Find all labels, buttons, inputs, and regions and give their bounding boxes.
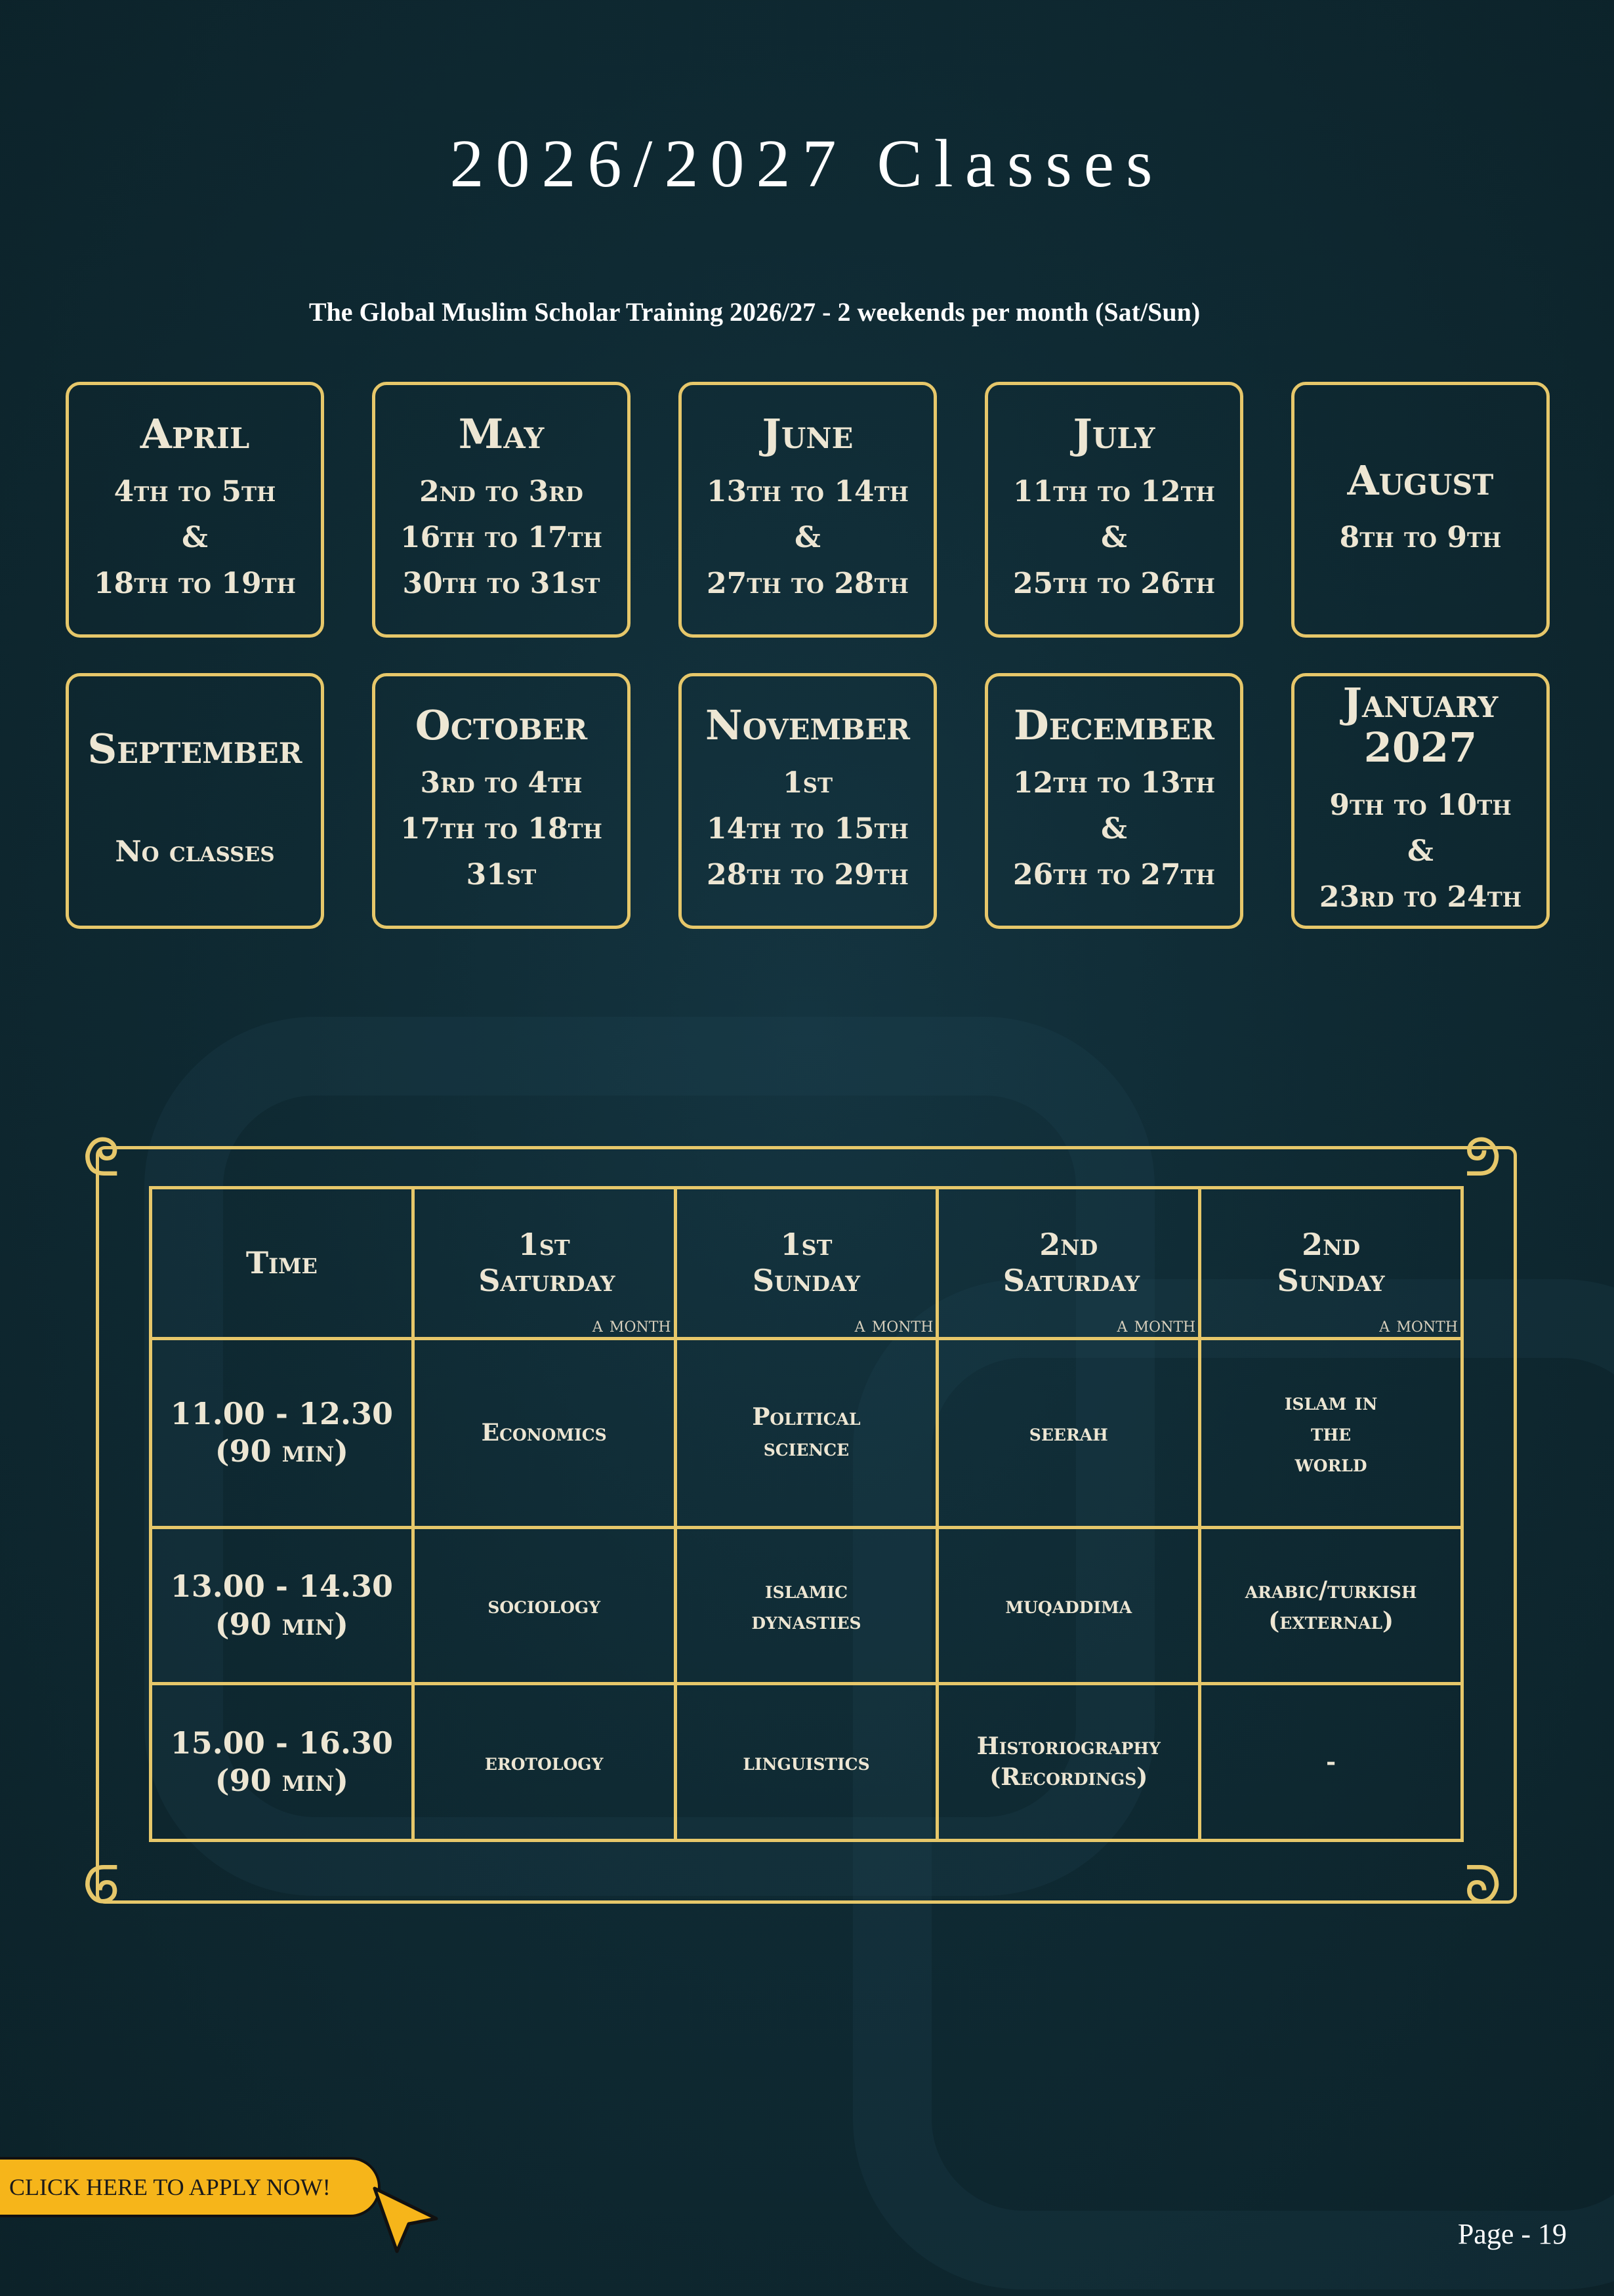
month-card xyxy=(678,382,937,638)
month-name: November xyxy=(705,701,910,750)
month-dates: 28th to 29th xyxy=(707,858,909,892)
month-name: January 2027 xyxy=(1342,679,1499,772)
month-dates: & xyxy=(1101,811,1127,846)
subject-cell: Economics xyxy=(413,1338,675,1527)
month-dates: 26th to 27th xyxy=(1013,858,1215,892)
month-dates: 8th to 9th xyxy=(1339,520,1502,554)
header-col: 2nd Sunday a month xyxy=(1200,1188,1462,1339)
month-dates: 11th to 12th xyxy=(1013,474,1215,508)
schedule-table xyxy=(149,1186,1464,1842)
month-name: May xyxy=(458,410,545,459)
month-name: October xyxy=(415,701,588,750)
month-dates: 30th to 31st xyxy=(402,567,600,601)
page-number: Page - 19 xyxy=(1457,2218,1567,2250)
scroll-ornament-icon: ᘓ xyxy=(1464,1127,1502,1188)
subject-cell: - xyxy=(1200,1684,1462,1841)
month-name: July xyxy=(1073,410,1155,459)
table-row xyxy=(151,1527,1462,1684)
subject-cell: sociology xyxy=(413,1527,675,1684)
col-note: a month xyxy=(592,1311,671,1337)
header-col: 1st Sunday a month xyxy=(675,1188,938,1339)
page-subtitle: The Global Muslim Scholar Training 2026/27 - 2 weekends per month (Sat/Sun) xyxy=(308,297,1201,327)
month-card xyxy=(985,673,1243,929)
month-dates: 31st xyxy=(466,858,537,892)
header-time: Time xyxy=(151,1188,413,1339)
month-dates: 18th to 19th xyxy=(94,567,296,601)
month-dates: 17th to 18th xyxy=(400,811,602,846)
time-cell: 11.00 - 12.30 (90 min) xyxy=(151,1338,413,1527)
month-card xyxy=(372,382,631,638)
month-card xyxy=(372,673,631,929)
subject-cell: linguistics xyxy=(675,1684,938,1841)
time-cell: 13.00 - 14.30 (90 min) xyxy=(151,1527,413,1684)
month-dates: 14th to 15th xyxy=(707,811,909,846)
col-note: a month xyxy=(854,1311,934,1337)
subject-cell: muqaddima xyxy=(938,1527,1200,1684)
header-col: 2nd Saturday a month xyxy=(938,1188,1200,1339)
month-dates: 23rd to 24th xyxy=(1319,880,1522,914)
month-dates: & xyxy=(1101,520,1127,554)
month-dates: 13th to 14th xyxy=(707,474,909,508)
month-card xyxy=(678,673,937,929)
scroll-ornament-icon: ᘓ xyxy=(83,1853,120,1914)
scroll-ornament-icon: ᘓ xyxy=(1464,1853,1502,1914)
month-name: December xyxy=(1014,701,1214,750)
month-dates: 12th to 13th xyxy=(1013,766,1215,800)
cursor-arrow-icon xyxy=(371,2184,443,2257)
month-name: April xyxy=(140,410,250,459)
table-row xyxy=(151,1684,1462,1841)
subject-cell: seerah xyxy=(938,1338,1200,1527)
subject-cell: arabic/turkish (external) xyxy=(1200,1527,1462,1684)
subject-cell: Political science xyxy=(675,1338,938,1527)
month-dates: 3rd to 4th xyxy=(420,766,583,800)
scroll-ornament-icon: ᘓ xyxy=(83,1127,120,1188)
month-name: September xyxy=(87,724,302,773)
month-dates: & xyxy=(1407,834,1434,868)
month-dates: & xyxy=(795,520,821,554)
col-note: a month xyxy=(1379,1311,1458,1337)
time-cell: 15.00 - 16.30 (90 min) xyxy=(151,1684,413,1841)
month-name: June xyxy=(762,410,854,459)
month-card xyxy=(66,673,324,929)
col-note: a month xyxy=(1117,1311,1196,1337)
month-dates: No classes xyxy=(115,834,275,869)
page-title: 2026/2027 Classes xyxy=(449,126,1165,201)
apply-now-button[interactable]: CLICK HERE TO APPLY NOW! xyxy=(0,2157,381,2217)
month-dates: 27th to 28th xyxy=(707,567,909,601)
table-row xyxy=(151,1338,1462,1527)
month-card xyxy=(66,382,324,638)
subject-cell: erotology xyxy=(413,1684,675,1841)
table-header-row xyxy=(151,1188,1462,1339)
header-col: 1st Saturday a month xyxy=(413,1188,675,1339)
month-card xyxy=(1291,673,1550,929)
month-dates: 9th to 10th xyxy=(1329,788,1512,822)
month-dates: 1st xyxy=(782,766,833,800)
month-dates: 25th to 26th xyxy=(1013,567,1215,601)
month-name: August xyxy=(1347,456,1494,504)
month-dates: 2nd to 3rd xyxy=(419,474,583,508)
subject-cell: islamic dynasties xyxy=(675,1527,938,1684)
month-grid xyxy=(66,382,1550,929)
month-card xyxy=(985,382,1243,638)
month-card xyxy=(1291,382,1550,638)
subject-cell: Historiography (Recordings) xyxy=(938,1684,1200,1841)
subject-cell: islam in the world xyxy=(1200,1338,1462,1527)
month-dates: & xyxy=(182,520,208,554)
month-dates: 4th to 5th xyxy=(114,474,276,508)
month-dates: 16th to 17th xyxy=(400,520,602,554)
